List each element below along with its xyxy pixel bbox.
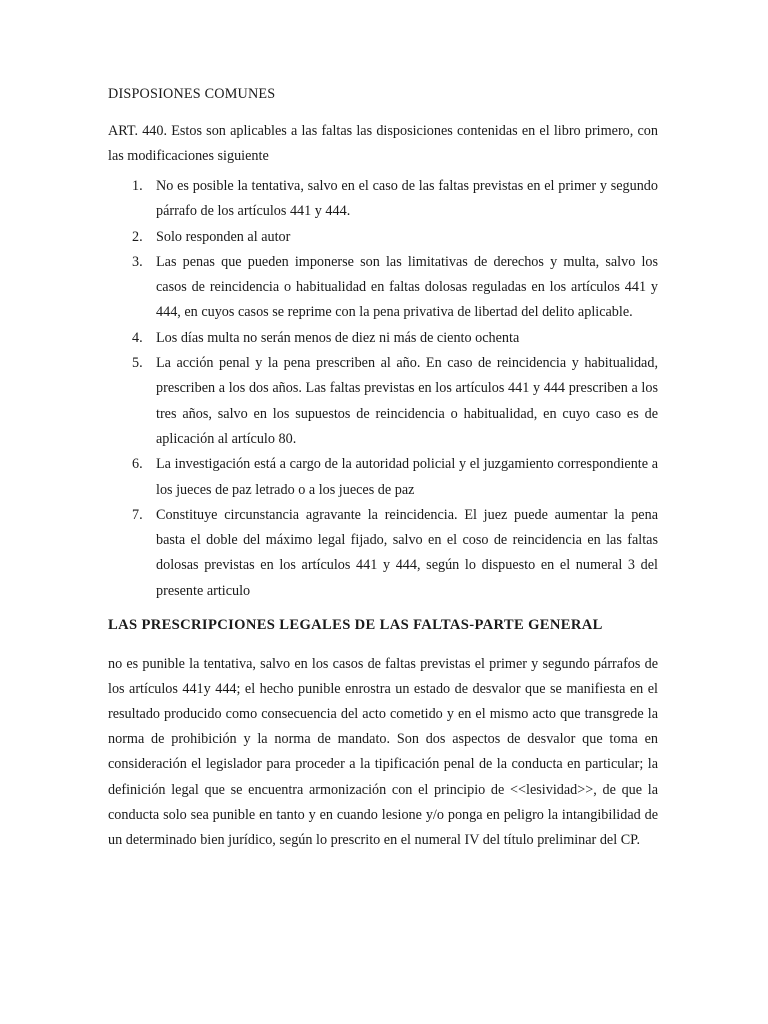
list-item <box>108 225 658 250</box>
list-item-number: 3. <box>132 253 143 270</box>
list-item <box>108 174 658 225</box>
list-item-number: 2. <box>132 228 143 245</box>
list-item-number: 7. <box>132 506 143 523</box>
list-item-number: 4. <box>132 329 143 346</box>
section-title: DISPOSIONES COMUNES <box>108 86 276 102</box>
list-item <box>108 452 658 503</box>
list-item-text: La acción penal y la pena prescriben al año. En caso de reincidencia y habitualidad, prescriben a los dos años. Las faltas previstas en los artículos 441 y 444 prescriben a los tres años, salvo en los supuestos de reincidencia o habitualidad, en cuyo caso es de aplicación al artículo 80. <box>156 355 658 447</box>
list-item <box>108 351 658 452</box>
provisions-list <box>108 174 658 604</box>
list-item-number: 6. <box>132 456 143 473</box>
article-intro: ART. 440. Estos son aplicables a las faltas las disposiciones contenidas en el libro primero, con las modificaciones siguiente <box>108 123 658 164</box>
list-item-text: Las penas que pueden imponerse son las limitativas de derechos y multa, salvo los casos de reincidencia o habitualidad en faltas dolosas reguladas en los artículos 441 y 444, en cuyos casos se reprime con la pena privativa de libertad del delito aplicable. <box>156 253 658 321</box>
list-item <box>108 326 658 351</box>
list-item-text: Solo responden al autor <box>156 228 291 245</box>
list-item-text: Constituye circunstancia agravante la reincidencia. El juez puede aumentar la pena basta el doble del máximo legal fijado, salvo en el coso de reincidencia en las faltas dolosas previstas en los artículos 441 y 444, según lo dispuesto en el numeral 3 del presente articulo <box>156 506 658 599</box>
body-paragraph: no es punible la tentativa, salvo en los casos de faltas previstas el primer y segundo párrafos de los artículos 441y 444; el hecho punible enrostra un estado de desvalor que se manifiesta en el resultado producido como consecuencia del acto cometido y en el mismo acto que transgrede la norma de prohibición y la norma de mandato. Son dos aspectos de desvalor que toma en consideración el legislador para proceder a la tipificación penal de la conducta en particular; la definición legal que se encuentra armonización con el principio de <<lesividad>>, de que la conducta solo sea punible en tanto y en cuando lesione y/o ponga en peligro la intangibilidad de un determinado bien jurídico, según lo prescrito en el numeral IV del título preliminar del CP. <box>108 656 658 848</box>
list-item-text: La investigación está a cargo de la autoridad policial y el juzgamiento correspondiente a los jueces de paz letrado o a los jueces de paz <box>156 456 658 498</box>
section-heading: LAS PRESCRIPCIONES LEGALES DE LAS FALTAS-PARTE GENERAL <box>108 617 603 634</box>
list-item-text: Los días multa no serán menos de diez ni más de ciento ochenta <box>156 329 520 346</box>
document-page <box>108 84 658 853</box>
list-item-text: No es posible la tentativa, salvo en el caso de las faltas previstas en el primer y segundo párrafo de los artículos 441 y 444. <box>156 178 658 220</box>
list-item <box>108 250 658 326</box>
list-item <box>108 503 658 604</box>
list-item-number: 1. <box>132 178 143 194</box>
list-item-number: 5. <box>132 355 143 372</box>
